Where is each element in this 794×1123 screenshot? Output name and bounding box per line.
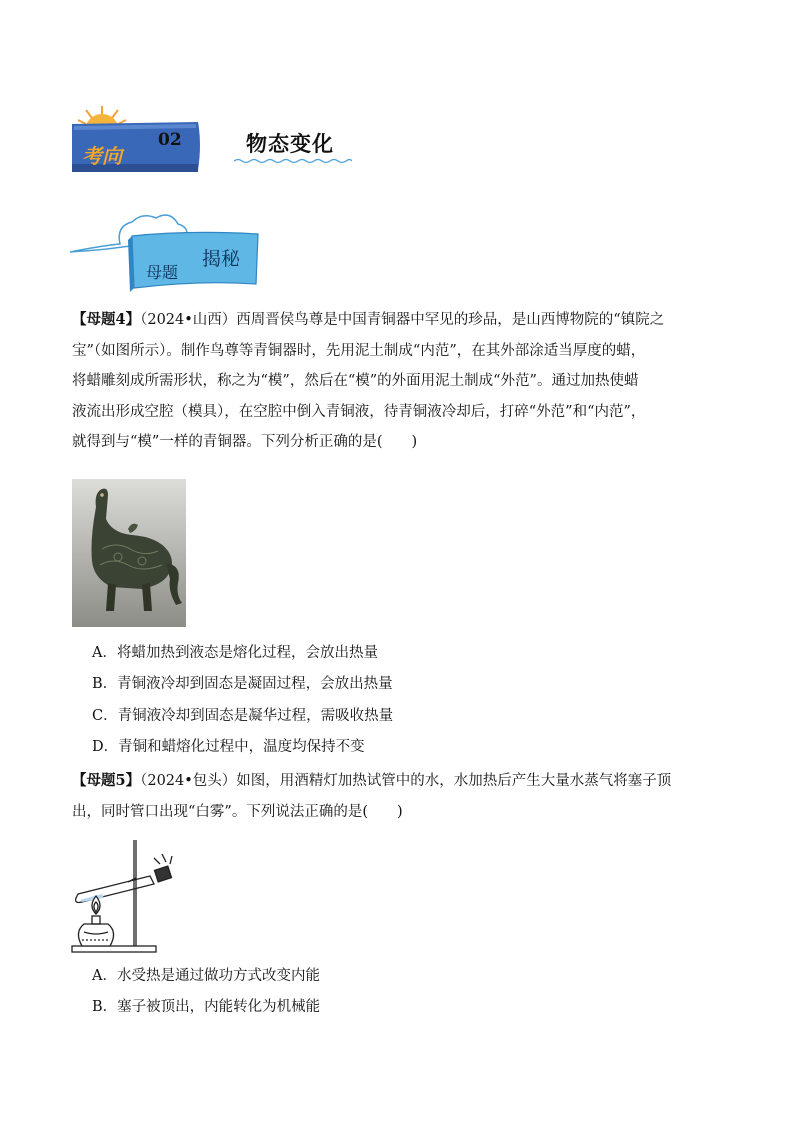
subsection-badge (70, 212, 262, 294)
question-4-option-b: B．青铜液冷却到固态是凝固过程，会放出热量 (92, 676, 393, 692)
section-title: 物态变化 (246, 132, 334, 156)
question-4-label: 【母题4】 (72, 311, 141, 328)
question-4-line-5: 就得到与“模”一样的青铜器。下列分析正确的是( ) (72, 434, 418, 450)
section-tag: 考向 (82, 144, 122, 168)
question-5-label: 【母题5】 (72, 772, 141, 789)
section-banner (72, 104, 204, 174)
question-4-option-d: D．青铜和蜡熔化过程中，温度均保持不变 (92, 739, 365, 755)
subsection-tag-right: 揭秘 (202, 248, 241, 270)
question-4-line-1: 【母题4】（2024•山西）西周晋侯鸟尊是中国青铜器中罕见的珍品，是山西博物院的“镇院之 (72, 311, 665, 328)
subsection-tag-left: 母题 (146, 263, 179, 282)
question-4-line-3: 将蜡雕刻成所需形状，称之为“模”，然后在“模”的外面用泥土制成“外范”。通过加热使蜡 (72, 373, 639, 389)
question-4-line-4: 液流出形成空腔（模具），在空腔中倒入青铜液，待青铜液冷却后，打碎“外范”和“内范”， (72, 403, 646, 420)
question-5-line-2: 出，同时管口出现“白雾”。下列说法正确的是( ) (72, 803, 403, 820)
question-5 (72, 766, 727, 827)
question-4-line-2: 宝”（如图所示）。制作鸟尊等青铜器时，先用泥土制成“内范”，在其外部涂适当厚度的蜡， (72, 342, 646, 359)
section-number: 02 (158, 130, 182, 150)
question-4-option-a: A．将蜡加热到液态是熔化过程，会放出热量 (92, 645, 378, 661)
question-5-option-a: A．水受热是通过做功方式改变内能 (92, 968, 320, 984)
question-4-option-c: C．青铜液冷却到固态是凝华过程，需吸收热量 (92, 708, 394, 724)
bronze-bird-vessel-image (72, 479, 186, 627)
question-5-option-b: B．塞子被顶出，内能转化为机械能 (92, 999, 321, 1015)
question-4 (72, 305, 727, 458)
question-5-line-1: 【母题5】（2024•包头）如图，用酒精灯加热试管中的水，水加热后产生大量水蒸气将塞子顶 (72, 772, 672, 789)
wavy-underline (234, 158, 352, 164)
test-tube-apparatus-image (70, 836, 182, 956)
